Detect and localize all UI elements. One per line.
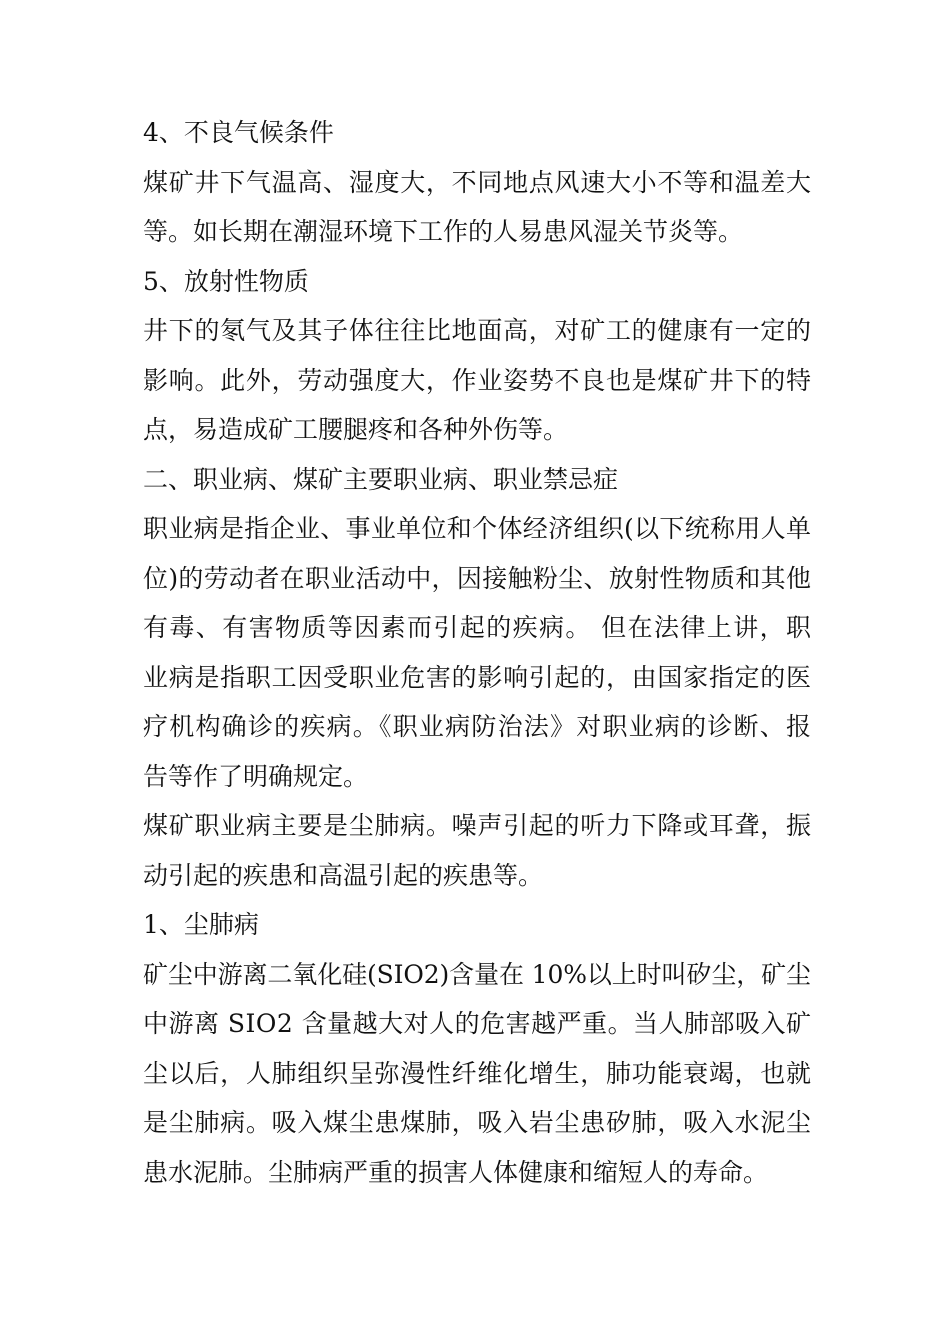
text-line: 位)的劳动者在职业活动中，因接触粉尘、放射性物质和其他 [143, 563, 812, 593]
text-line: 1、尘肺病 [143, 910, 259, 939]
section-heading-occupational-disease [143, 455, 811, 505]
text-line: 等。如长期在潮湿环境下工作的人易患风湿关节炎等。 [143, 217, 744, 246]
text-line: 井下的氡气及其子体往往比地面高，对矿工的健康有一定的 [143, 316, 812, 345]
text-line: 影响。此外，劳动强度大，作业姿势不良也是煤矿井下的特 [143, 365, 812, 395]
text-line: 煤矿井下气温高、湿度大，不同地点风速大小不等和温差大 [143, 167, 812, 197]
paragraph-definition [143, 504, 811, 801]
text-line: 尘以后，人肺组织呈弥漫性纤维化增生，肺功能衰竭，也就 [143, 1058, 812, 1088]
section-heading-bad-climate [143, 108, 811, 158]
paragraph-coal-mine-diseases [143, 801, 811, 900]
paragraph-pneumoconiosis [143, 950, 811, 1198]
text-line: 是尘肺病。吸入煤尘患煤肺，吸入岩尘患矽肺，吸入水泥尘 [143, 1108, 812, 1137]
text-line: 动引起的疾患和高温引起的疾患等。 [143, 860, 544, 890]
document-body [143, 108, 811, 1197]
text-line: 疗机构确诊的疾病。《职业病防治法》对职业病的诊断、报 [143, 712, 813, 741]
section-heading-pneumoconiosis [143, 900, 811, 950]
text-line: 有毒、有害物质等因素而引起的疾病。 但在法律上讲，职 [143, 613, 813, 642]
text-line: 4、不良气候条件 [143, 118, 334, 147]
text-line: 矿尘中游离二氧化硅(SIO2)含量在 10%以上时叫矽尘，矿尘 [143, 959, 811, 989]
text-line: 业病是指职工因受职业危害的影响引起的，由国家指定的医 [143, 662, 812, 692]
text-line: 煤矿职业病主要是尘肺病。噪声引起的听力下降或耳聋，振 [143, 811, 812, 840]
text-line: 中游离 SIO2 含量越大对人的危害越严重。当人肺部吸入矿 [143, 1009, 812, 1038]
text-line: 告等作了明确规定。 [143, 761, 369, 791]
paragraph-climate [143, 158, 811, 257]
text-line: 5、放射性物质 [143, 266, 309, 296]
text-line: 点，易造成矿工腰腿疼和各种外伤等。 [143, 415, 569, 444]
paragraph-radon [143, 306, 811, 455]
text-line: 职业病是指企业、事业单位和个体经济组织(以下统称用人单 [143, 514, 812, 543]
text-line: 患水泥肺。尘肺病严重的损害人体健康和缩短人的寿命。 [143, 1157, 769, 1187]
text-line: 二、职业病、煤矿主要职业病、职业禁忌症 [143, 464, 619, 494]
section-heading-radioactive [143, 257, 811, 307]
